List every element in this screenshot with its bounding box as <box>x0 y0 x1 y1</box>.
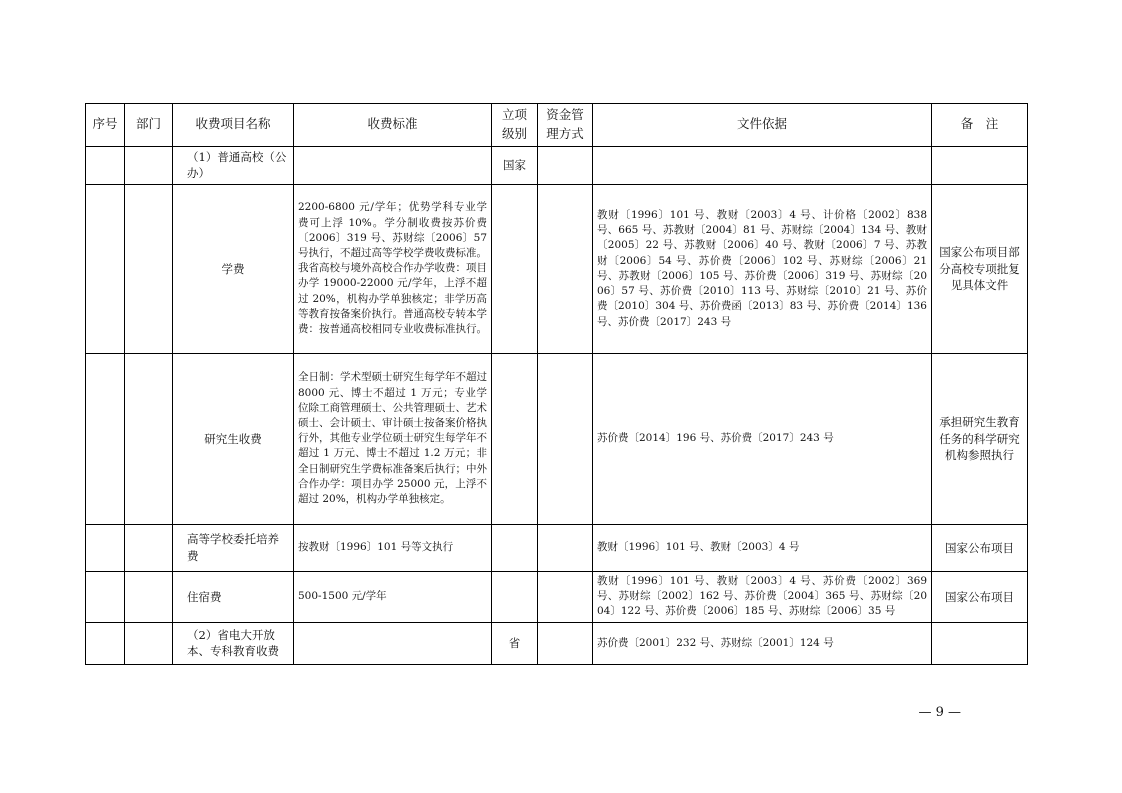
cell-note <box>932 146 1028 184</box>
header-basis: 文件依据 <box>593 104 932 147</box>
table-row <box>86 146 1028 184</box>
header-level: 立项级别 <box>492 104 538 147</box>
category-name: （2）省电大开放本、专科教育收费 <box>187 627 279 659</box>
cell-standard: 2200-6800 元/学年；优势学科专业学费可上浮 10%。学分制收费按苏价费〔2006〕319 号、苏财综〔2006〕57 号执行，不超过高等学校学费收费标准。我省高校与境外高校合作办学收费：项目办学 19000-22000 元/学年，上浮不超过 20%，机构办学单独核定；非学历高等教育按备案价执行。普通高校专转本学费：按普通高校相同专业收费标准执行。 <box>294 184 492 353</box>
cell-standard <box>294 146 492 184</box>
cell-dept <box>125 184 173 353</box>
cell-dept <box>125 353 173 524</box>
header-note: 备 注 <box>932 104 1028 147</box>
cell-item: 研究生收费 <box>173 353 294 524</box>
cell-fund <box>538 622 593 664</box>
cell-note: 国家公布项目部分高校专项批复见具体文件 <box>932 184 1028 353</box>
table-row <box>86 622 1028 664</box>
cell-level: 国家 <box>492 146 538 184</box>
header-seq: 序号 <box>86 104 125 147</box>
cell-level <box>492 571 538 622</box>
cell-level <box>492 184 538 353</box>
page-number: — 9 — <box>918 705 961 720</box>
cell-seq <box>86 571 125 622</box>
cell-item: 学费 <box>173 184 294 353</box>
cell-basis: 教财〔1996〕101 号、教财〔2003〕4 号 <box>593 524 932 571</box>
cell-seq <box>86 524 125 571</box>
header-standard: 收费标准 <box>294 104 492 147</box>
cell-item <box>173 524 294 571</box>
category-name: （1）普通高校（公办） <box>187 149 287 181</box>
cell-dept <box>125 524 173 571</box>
item-name: 高等学校委托培养费 <box>187 532 279 563</box>
cell-fund <box>538 146 593 184</box>
cell-basis: 苏价费〔2001〕232 号、苏财综〔2001〕124 号 <box>593 622 932 664</box>
cell-item <box>173 146 294 184</box>
header-fund: 资金管理方式 <box>538 104 593 147</box>
cell-note: 承担研究生教育任务的科学研究机构参照执行 <box>932 353 1028 524</box>
cell-seq <box>86 622 125 664</box>
fee-table <box>85 103 1028 665</box>
table-row <box>86 353 1028 524</box>
cell-level <box>492 353 538 524</box>
cell-basis: 苏价费〔2014〕196 号、苏价费〔2017〕243 号 <box>593 353 932 524</box>
cell-level: 省 <box>492 622 538 664</box>
cell-standard <box>294 622 492 664</box>
cell-dept <box>125 146 173 184</box>
cell-fund <box>538 184 593 353</box>
table-row <box>86 184 1028 353</box>
cell-basis: 教财〔1996〕101 号、教财〔2003〕4 号、计价格〔2002〕838 号、665 号、苏教财〔2004〕81 号、苏财综〔2004〕134 号、教财〔2005〕22 号、苏教财〔2006〕40 号、教财〔2006〕7 号、苏教财〔2006〕54 号、苏价费〔2006〕102 号、苏财综〔2006〕21 号、苏教财〔2006〕105 号、苏价费〔2006〕319 号、苏财综〔2006〕57 号、苏价费〔2010〕113 号、苏财综〔2010〕21 号、苏价费〔2010〕304 号、苏价费函〔2013〕83 号、苏价费〔2014〕136 号、苏价费〔2017〕243 号 <box>593 184 932 353</box>
cell-item <box>173 571 294 622</box>
cell-note: 国家公布项目 <box>932 571 1028 622</box>
cell-seq <box>86 146 125 184</box>
cell-fund <box>538 571 593 622</box>
header-dept: 部门 <box>125 104 173 147</box>
cell-seq <box>86 353 125 524</box>
cell-dept <box>125 571 173 622</box>
cell-seq <box>86 184 125 353</box>
cell-basis: 教财〔1996〕101 号、教财〔2003〕4 号、苏价费〔2002〕369 号、苏财综〔2002〕162 号、苏价费〔2004〕365 号、苏财综〔2004〕122 号、苏价费〔2006〕185 号、苏财综〔2006〕35 号 <box>593 571 932 622</box>
cell-note <box>932 622 1028 664</box>
cell-standard: 500-1500 元/学年 <box>294 571 492 622</box>
cell-note: 国家公布项目 <box>932 524 1028 571</box>
cell-item <box>173 622 294 664</box>
item-name: 住宿费 <box>187 589 222 604</box>
table-header-row <box>86 104 1028 147</box>
header-item: 收费项目名称 <box>173 104 294 147</box>
cell-dept <box>125 622 173 664</box>
cell-standard: 按教财〔1996〕101 号等文执行 <box>294 524 492 571</box>
table-row <box>86 524 1028 571</box>
cell-basis <box>593 146 932 184</box>
cell-level <box>492 524 538 571</box>
cell-standard: 全日制：学术型硕士研究生每学年不超过 8000 元、博士不超过 1 万元；专业学位除工商管理硕士、公共管理硕士、艺术硕士、会计硕士、审计硕士按备案价格执行外，其他专业学位硕士研究生每学年不超过 1 万元、博士不超过 1.2 万元；非全日制研究生学费标准备案后执行；中外合作办学：项目办学 25000 元，上浮不超过 20%，机构办学单独核定。 <box>294 353 492 524</box>
cell-fund <box>538 524 593 571</box>
table-row <box>86 571 1028 622</box>
cell-fund <box>538 353 593 524</box>
